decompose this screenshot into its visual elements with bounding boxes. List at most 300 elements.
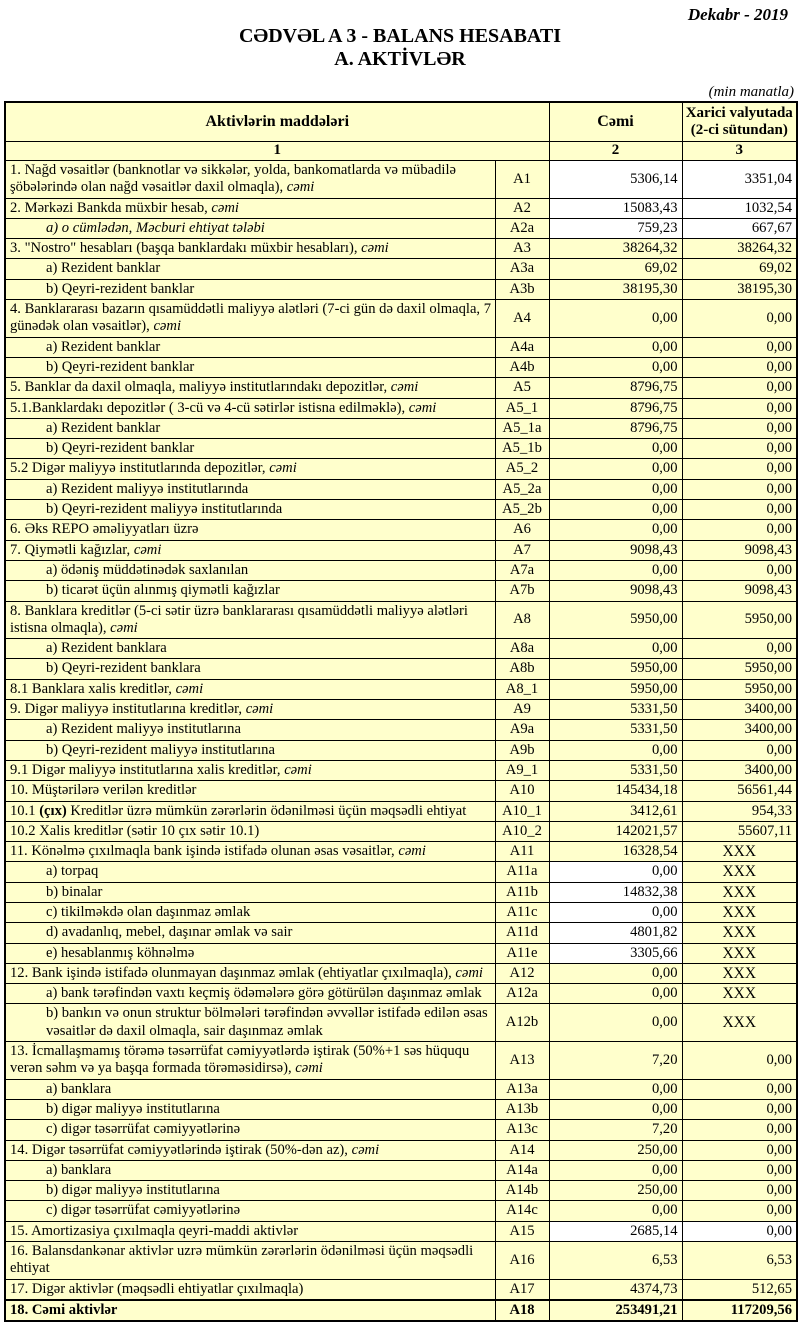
item-fx-cell: XXX xyxy=(682,923,797,943)
item-fx-cell: XXX xyxy=(682,902,797,922)
item-total-cell: 14832,38 xyxy=(549,882,682,902)
item-total-cell: 0,00 xyxy=(549,1079,682,1099)
item-fx-cell: XXX xyxy=(682,984,797,1004)
item-fx-cell: 512,65 xyxy=(682,1279,797,1300)
table-row xyxy=(5,398,797,418)
table-row xyxy=(5,1120,797,1140)
item-code-cell: A8a xyxy=(495,639,549,659)
table-row xyxy=(5,1300,797,1321)
item-total-cell: 0,00 xyxy=(549,639,682,659)
item-total-cell: 9098,43 xyxy=(549,540,682,560)
item-fx-cell: 3400,00 xyxy=(682,720,797,740)
table-row xyxy=(5,679,797,699)
item-label-cell xyxy=(5,1120,495,1140)
item-code-cell: A11e xyxy=(495,943,549,963)
table-row xyxy=(5,821,797,841)
item-label-segment: cəmi xyxy=(175,680,204,697)
item-fx-cell: 0,00 xyxy=(682,337,797,357)
item-label-cell xyxy=(5,218,495,238)
item-fx-cell: 0,00 xyxy=(682,1160,797,1180)
item-label-cell xyxy=(5,378,495,398)
item-label-segment: (çıx) xyxy=(39,802,67,819)
item-label-segment: a) ödəniş müddətinədək saxlanılan xyxy=(46,561,249,578)
item-label-segment: b) Qeyri-rezident banklar xyxy=(46,440,195,457)
table-row xyxy=(5,479,797,499)
item-total-cell: 3412,61 xyxy=(549,801,682,821)
unit-note: (min manatla) xyxy=(708,84,794,100)
item-total-cell: 7,20 xyxy=(549,1120,682,1140)
item-label-segment: 11. Könəlmə çıxılmaqla bank işində istifadə olunan əsas vəsaitlər, xyxy=(10,843,399,860)
item-code-cell: A10_2 xyxy=(495,821,549,841)
table-row xyxy=(5,842,797,862)
item-total-cell: 0,00 xyxy=(549,1201,682,1221)
item-label-cell xyxy=(5,943,495,963)
item-label-segment: e) hesablanmış köhnəlmə xyxy=(46,944,195,961)
item-total-cell: 2685,14 xyxy=(549,1221,682,1241)
item-label-segment: 5. Banklar da daxil olmaqla, maliyyə institutlarındakı depozitlər, xyxy=(10,379,391,396)
item-fx-cell: 5950,00 xyxy=(682,659,797,679)
item-total-cell: 0,00 xyxy=(549,1160,682,1180)
item-total-cell: 8796,75 xyxy=(549,418,682,438)
item-code-cell: A12b xyxy=(495,1004,549,1042)
table-row xyxy=(5,720,797,740)
item-fx-cell: 55607,11 xyxy=(682,821,797,841)
item-fx-cell: XXX xyxy=(682,882,797,902)
item-total-cell: 0,00 xyxy=(549,479,682,499)
item-label-segment: a) torpaq xyxy=(46,863,99,880)
item-label-cell xyxy=(5,862,495,882)
item-label-cell xyxy=(5,581,495,601)
item-label-segment: a) banklara xyxy=(46,1161,112,1178)
item-label-cell xyxy=(5,1201,495,1221)
item-code-cell: A16 xyxy=(495,1242,549,1280)
item-label-segment: a) Rezident banklar xyxy=(46,260,161,277)
item-fx-cell: 5950,00 xyxy=(682,679,797,699)
item-code-cell: A12a xyxy=(495,984,549,1004)
header-items-column: Aktivlərin maddələri xyxy=(5,102,549,142)
item-total-cell: 38264,32 xyxy=(549,239,682,259)
item-label-cell xyxy=(5,821,495,841)
item-fx-cell: 667,67 xyxy=(682,218,797,238)
item-label-cell xyxy=(5,520,495,540)
item-label-segment: cəmi xyxy=(269,460,297,477)
item-label-segment: a) Rezident banklar xyxy=(46,419,161,436)
item-total-cell: 16328,54 xyxy=(549,842,682,862)
item-code-cell: A5_1 xyxy=(495,398,549,418)
table-row xyxy=(5,1079,797,1099)
item-fx-cell: 117209,56 xyxy=(682,1300,797,1321)
item-label-segment: cəmi xyxy=(455,964,483,981)
item-code-cell: A11 xyxy=(495,842,549,862)
item-fx-cell: 5950,00 xyxy=(682,601,797,639)
item-fx-cell: 0,00 xyxy=(682,418,797,438)
item-label-segment: 8. Banklara kreditlər (5-ci sətir üzrə banklararası qısamüddətli maliyyə alətləri istisna olmaqla), xyxy=(10,602,468,636)
table-row xyxy=(5,198,797,218)
item-label-cell xyxy=(5,882,495,902)
item-fx-cell: 38195,30 xyxy=(682,279,797,299)
table-row xyxy=(5,659,797,679)
item-label-segment: cəmi xyxy=(390,379,419,396)
item-label-segment: a) Rezident banklar xyxy=(46,338,161,355)
item-code-cell: A8 xyxy=(495,601,549,639)
item-fx-cell: 3351,04 xyxy=(682,161,797,199)
item-fx-cell: 9098,43 xyxy=(682,540,797,560)
item-fx-cell: 3400,00 xyxy=(682,760,797,780)
item-fx-cell: 0,00 xyxy=(682,1079,797,1099)
table-row xyxy=(5,760,797,780)
item-label-segment: a) Rezident banklara xyxy=(46,640,167,657)
item-label-segment: b) Qeyri-rezident banklara xyxy=(46,660,201,677)
item-total-cell: 5950,00 xyxy=(549,679,682,699)
item-total-cell: 0,00 xyxy=(549,984,682,1004)
item-code-cell: A9b xyxy=(495,740,549,760)
item-total-cell: 3305,66 xyxy=(549,943,682,963)
table-row xyxy=(5,581,797,601)
item-label-cell xyxy=(5,418,495,438)
table-row xyxy=(5,1140,797,1160)
item-code-cell: A13b xyxy=(495,1099,549,1119)
column-number-row xyxy=(5,142,797,161)
item-total-cell: 0,00 xyxy=(549,560,682,580)
item-label-segment: c) digər təsərrüfat cəmiyyətlərinə xyxy=(46,1121,241,1138)
item-code-cell: A4b xyxy=(495,357,549,377)
item-label-segment: cəmi xyxy=(153,318,182,335)
item-label-cell xyxy=(5,740,495,760)
item-fx-cell: XXX xyxy=(682,943,797,963)
item-label-segment: cəmi xyxy=(133,541,162,558)
table-row xyxy=(5,560,797,580)
item-fx-cell: 9098,43 xyxy=(682,581,797,601)
item-code-cell: A1 xyxy=(495,161,549,199)
item-code-cell: A9a xyxy=(495,720,549,740)
item-label-segment: cəmi xyxy=(398,843,426,860)
item-total-cell: 5950,00 xyxy=(549,659,682,679)
item-code-cell: A2a xyxy=(495,218,549,238)
item-label-segment: 5.1.Banklardakı depozitlər ( 3-cü və 4-cü sətirlər istisna edilməklə), xyxy=(10,399,409,416)
table-row xyxy=(5,357,797,377)
item-label-segment: b) Qeyri-rezident banklar xyxy=(46,280,195,297)
item-code-cell: A7 xyxy=(495,540,549,560)
table-row xyxy=(5,218,797,238)
item-label-segment: cəmi xyxy=(361,240,389,257)
item-code-cell: A3 xyxy=(495,239,549,259)
item-fx-cell: 0,00 xyxy=(682,639,797,659)
item-code-cell: A11c xyxy=(495,902,549,922)
table-row xyxy=(5,337,797,357)
item-label-segment: Kreditlər üzrə mümkün zərərlərin ödənilməsi üçün məqsədli ehtiyat xyxy=(66,802,467,819)
header-total-column: Cəmi xyxy=(549,102,682,142)
item-code-cell: A9_1 xyxy=(495,760,549,780)
item-code-cell: A2 xyxy=(495,198,549,218)
item-label-segment: 2. Mərkəzi Bankda müxbir hesab, xyxy=(10,199,212,216)
item-label-segment: b) Qeyri-rezident maliyyə institutlarında xyxy=(46,501,283,518)
item-fx-cell: 0,00 xyxy=(682,1042,797,1080)
item-code-cell: A13c xyxy=(495,1120,549,1140)
item-total-cell: 0,00 xyxy=(549,740,682,760)
item-code-cell: A13a xyxy=(495,1079,549,1099)
table-row xyxy=(5,378,797,398)
table-row xyxy=(5,279,797,299)
item-total-cell: 5950,00 xyxy=(549,601,682,639)
item-total-cell: 0,00 xyxy=(549,337,682,357)
table-row xyxy=(5,740,797,760)
table-row xyxy=(5,239,797,259)
item-fx-cell: XXX xyxy=(682,862,797,882)
item-total-cell: 5331,50 xyxy=(549,760,682,780)
item-total-cell: 38195,30 xyxy=(549,279,682,299)
item-label-cell xyxy=(5,479,495,499)
item-label-cell xyxy=(5,459,495,479)
item-label-cell xyxy=(5,1140,495,1160)
table-row xyxy=(5,418,797,438)
item-code-cell: A4 xyxy=(495,300,549,338)
item-label-cell xyxy=(5,984,495,1004)
item-total-cell: 759,23 xyxy=(549,218,682,238)
item-label-segment: b) Qeyri-rezident banklar xyxy=(46,358,195,375)
item-total-cell: 9098,43 xyxy=(549,581,682,601)
item-label-cell xyxy=(5,760,495,780)
item-label-cell xyxy=(5,540,495,560)
item-label-segment: cəmi xyxy=(211,199,239,216)
table-row xyxy=(5,882,797,902)
item-total-cell: 5306,14 xyxy=(549,161,682,199)
item-total-cell: 0,00 xyxy=(549,357,682,377)
header-fx-column xyxy=(682,102,797,142)
item-total-cell: 0,00 xyxy=(549,459,682,479)
item-total-cell: 0,00 xyxy=(549,963,682,983)
item-total-cell: 0,00 xyxy=(549,1004,682,1042)
item-label-cell xyxy=(5,337,495,357)
item-label-segment: b) Qeyri-rezident maliyyə institutlarına xyxy=(46,741,275,758)
table-row xyxy=(5,161,797,199)
table-row xyxy=(5,1160,797,1180)
item-label-cell xyxy=(5,259,495,279)
item-fx-cell: 6,53 xyxy=(682,1242,797,1280)
item-fx-cell: 0,00 xyxy=(682,1099,797,1119)
item-label-segment: 10. Müştərilərə verilən kreditlər xyxy=(10,782,197,799)
item-fx-cell: 0,00 xyxy=(682,740,797,760)
item-fx-cell: 0,00 xyxy=(682,459,797,479)
item-label-cell xyxy=(5,1300,495,1321)
item-code-cell: A5_1a xyxy=(495,418,549,438)
item-fx-cell: 0,00 xyxy=(682,357,797,377)
item-label-cell xyxy=(5,842,495,862)
item-label-segment: c) digər təsərrüfat cəmiyyətlərinə xyxy=(46,1202,241,1219)
item-label-segment: 17. Digər aktivlər (məqsədli ehtiyatlar çıxılmaqla) xyxy=(10,1280,304,1297)
item-label-cell xyxy=(5,279,495,299)
table-row xyxy=(5,1181,797,1201)
table-row xyxy=(5,781,797,801)
item-label-cell xyxy=(5,801,495,821)
table-row xyxy=(5,923,797,943)
item-label-cell xyxy=(5,659,495,679)
item-label-segment: b) bankın və onun struktur bölmələri tərəfindən əvvəllər istifadə edilən əsas vəsaitlər də daxil olmaqla, sair daşınmaz əmlak xyxy=(46,1005,488,1039)
item-total-cell: 15083,43 xyxy=(549,198,682,218)
item-fx-cell: 0,00 xyxy=(682,479,797,499)
item-total-cell: 0,00 xyxy=(549,1099,682,1119)
table-row xyxy=(5,700,797,720)
item-label-segment: a) Rezident maliyyə institutlarına xyxy=(46,721,241,738)
item-code-cell: A14b xyxy=(495,1181,549,1201)
item-fx-cell: 0,00 xyxy=(682,300,797,338)
item-label-cell xyxy=(5,560,495,580)
item-fx-cell: 0,00 xyxy=(682,500,797,520)
item-code-cell: A9 xyxy=(495,700,549,720)
item-code-cell: A17 xyxy=(495,1279,549,1300)
item-label-segment: cəmi xyxy=(408,399,437,416)
item-label-segment: a) banklara xyxy=(46,1080,112,1097)
item-total-cell: 69,02 xyxy=(549,259,682,279)
item-fx-cell: 0,00 xyxy=(682,1140,797,1160)
item-label-cell xyxy=(5,781,495,801)
item-label-cell xyxy=(5,1004,495,1042)
item-label-segment: cəmi xyxy=(110,619,138,636)
item-label-segment: 10.2 Xalis kreditlər (sətir 10 çıx sətir 10.1) xyxy=(10,822,260,839)
table-row xyxy=(5,520,797,540)
table-row xyxy=(5,540,797,560)
item-code-cell: A8b xyxy=(495,659,549,679)
item-fx-cell: 0,00 xyxy=(682,1181,797,1201)
item-fx-cell: XXX xyxy=(682,1004,797,1042)
header-fx-line2: (2-ci sütundan) xyxy=(690,122,788,138)
item-label-cell xyxy=(5,398,495,418)
item-fx-cell: 1032,54 xyxy=(682,198,797,218)
report-title-line2: A. AKTİVLƏR xyxy=(334,48,466,70)
item-code-cell: A3b xyxy=(495,279,549,299)
balance-sheet-table xyxy=(4,101,798,1322)
item-total-cell: 5331,50 xyxy=(549,700,682,720)
table-row xyxy=(5,1242,797,1280)
item-label-cell xyxy=(5,1181,495,1201)
item-label-cell xyxy=(5,239,495,259)
item-label-segment: cəmi xyxy=(351,1141,380,1158)
column-number-3: 3 xyxy=(682,142,797,161)
item-label-segment: 8.1 Banklara xalis kreditlər, xyxy=(10,680,176,697)
item-label-cell xyxy=(5,902,495,922)
item-label-segment: 7. Qiymətli kağızlar, xyxy=(10,541,134,558)
item-label-segment: b) digər maliyyə institutlarına xyxy=(46,1100,220,1117)
item-label-cell xyxy=(5,300,495,338)
item-label-segment: c) tikilməkdə olan daşınmaz əmlak xyxy=(46,903,251,920)
table-row xyxy=(5,1042,797,1080)
item-total-cell: 7,20 xyxy=(549,1042,682,1080)
item-label-segment: cəmi xyxy=(286,179,315,196)
item-label-cell xyxy=(5,1221,495,1241)
item-label-cell xyxy=(5,1279,495,1300)
item-fx-cell: 3400,00 xyxy=(682,700,797,720)
table-row xyxy=(5,984,797,1004)
table-row xyxy=(5,439,797,459)
item-label-cell xyxy=(5,1160,495,1180)
item-label-segment: 5.2 Digər maliyyə institutlarında depozitlər, xyxy=(10,460,270,477)
item-code-cell: A8_1 xyxy=(495,679,549,699)
item-code-cell: A11b xyxy=(495,882,549,902)
item-label-segment: 16. Balansdankənar aktivlər uzrə mümkün zərərlərin ödənilməsi üçün məqsədli ehtiyat xyxy=(10,1243,474,1277)
item-label-segment: 13. İcmallaşmamış törəmə təsərrüfat cəmiyyətlərdə iştirak (50%+1 səs hüququ verən səhm və ya başqa formada törəməsidirsə), xyxy=(10,1043,470,1077)
item-code-cell: A7b xyxy=(495,581,549,601)
item-label-segment: d) avadanlıq, mebel, daşınar əmlak və sair xyxy=(46,924,293,941)
table-row xyxy=(5,300,797,338)
item-total-cell: 0,00 xyxy=(549,439,682,459)
item-total-cell: 145434,18 xyxy=(549,781,682,801)
report-date: Dekabr - 2019 xyxy=(687,5,788,24)
item-total-cell: 6,53 xyxy=(549,1242,682,1280)
item-fx-cell: 38264,32 xyxy=(682,239,797,259)
item-label-segment: 15. Amortizasiya çıxılmaqla qeyri-maddi aktivlər xyxy=(10,1222,299,1239)
table-row xyxy=(5,1221,797,1241)
item-fx-cell: XXX xyxy=(682,963,797,983)
item-label-segment: 18. Cəmi aktivlər xyxy=(10,1301,118,1318)
item-code-cell: A6 xyxy=(495,520,549,540)
table-row xyxy=(5,801,797,821)
item-code-cell: A5_2a xyxy=(495,479,549,499)
table-header-row xyxy=(5,102,797,142)
item-fx-cell: 69,02 xyxy=(682,259,797,279)
item-label-segment: b) digər maliyyə institutlarına xyxy=(46,1182,220,1199)
item-fx-cell: 0,00 xyxy=(682,378,797,398)
item-total-cell: 5331,50 xyxy=(549,720,682,740)
item-total-cell: 0,00 xyxy=(549,862,682,882)
item-fx-cell: 0,00 xyxy=(682,1201,797,1221)
item-label-segment: 4. Banklararası bazarın qısamüddətli maliyyə alətləri (7-ci gün də daxil olmaqla, 7 günədək olan vəsaitlər), xyxy=(10,301,492,335)
item-label-cell xyxy=(5,700,495,720)
item-label-cell xyxy=(5,198,495,218)
item-code-cell: A4a xyxy=(495,337,549,357)
column-number-1: 1 xyxy=(5,142,549,161)
item-label-cell xyxy=(5,720,495,740)
item-total-cell: 8796,75 xyxy=(549,398,682,418)
table-row xyxy=(5,902,797,922)
item-label-segment: b) binalar xyxy=(46,883,103,900)
item-code-cell: A14a xyxy=(495,1160,549,1180)
item-label-cell xyxy=(5,601,495,639)
item-label-segment: 9. Digər maliyyə institutlarına kreditlər, xyxy=(10,701,246,718)
column-number-2: 2 xyxy=(549,142,682,161)
item-label-segment: cəmi xyxy=(245,701,274,718)
item-fx-cell: 954,33 xyxy=(682,801,797,821)
item-fx-cell: 0,00 xyxy=(682,560,797,580)
item-label-segment: 3. "Nostro" hesabları (başqa banklardakı müxbir hesabları), xyxy=(10,240,362,257)
item-code-cell: A5 xyxy=(495,378,549,398)
item-label-cell xyxy=(5,1042,495,1080)
item-code-cell: A13 xyxy=(495,1042,549,1080)
item-fx-cell: XXX xyxy=(682,842,797,862)
item-label-segment: a) Rezident maliyyə institutlarında xyxy=(46,480,249,497)
table-row xyxy=(5,963,797,983)
item-label-cell xyxy=(5,161,495,199)
item-label-segment: cəmi xyxy=(295,1060,323,1077)
item-code-cell: A11a xyxy=(495,862,549,882)
item-label-cell xyxy=(5,500,495,520)
table-body xyxy=(5,161,797,1322)
table-row xyxy=(5,259,797,279)
item-total-cell: 4801,82 xyxy=(549,923,682,943)
report-title-line1: CƏDVƏL A 3 - BALANS HESABATI xyxy=(238,25,562,47)
item-label-segment: cəmi xyxy=(284,761,312,778)
item-total-cell: 0,00 xyxy=(549,300,682,338)
item-code-cell: A10_1 xyxy=(495,801,549,821)
item-fx-cell: 0,00 xyxy=(682,1120,797,1140)
item-label-cell xyxy=(5,963,495,983)
item-label-segment: 12. Bank işində istifadə olunmayan daşınmaz əmlak (ehtiyatlar çıxılmaqla), xyxy=(10,964,456,981)
item-label-cell xyxy=(5,1242,495,1280)
item-code-cell: A18 xyxy=(495,1300,549,1321)
item-code-cell: A5_2b xyxy=(495,500,549,520)
item-label-cell xyxy=(5,1099,495,1119)
table-row xyxy=(5,1279,797,1300)
item-label-segment: a) bank tərəfindən vaxtı keçmiş ödəmələrə görə götürülən daşınmaz əmlak xyxy=(46,985,482,1002)
item-label-segment: 1. Nağd vəsaitlər (banknotlar və sikkələr, yolda, bankomatlarda və mübadilə şöbələrində olan nağd vəsaitlər daxil olmaqla), xyxy=(10,162,456,196)
